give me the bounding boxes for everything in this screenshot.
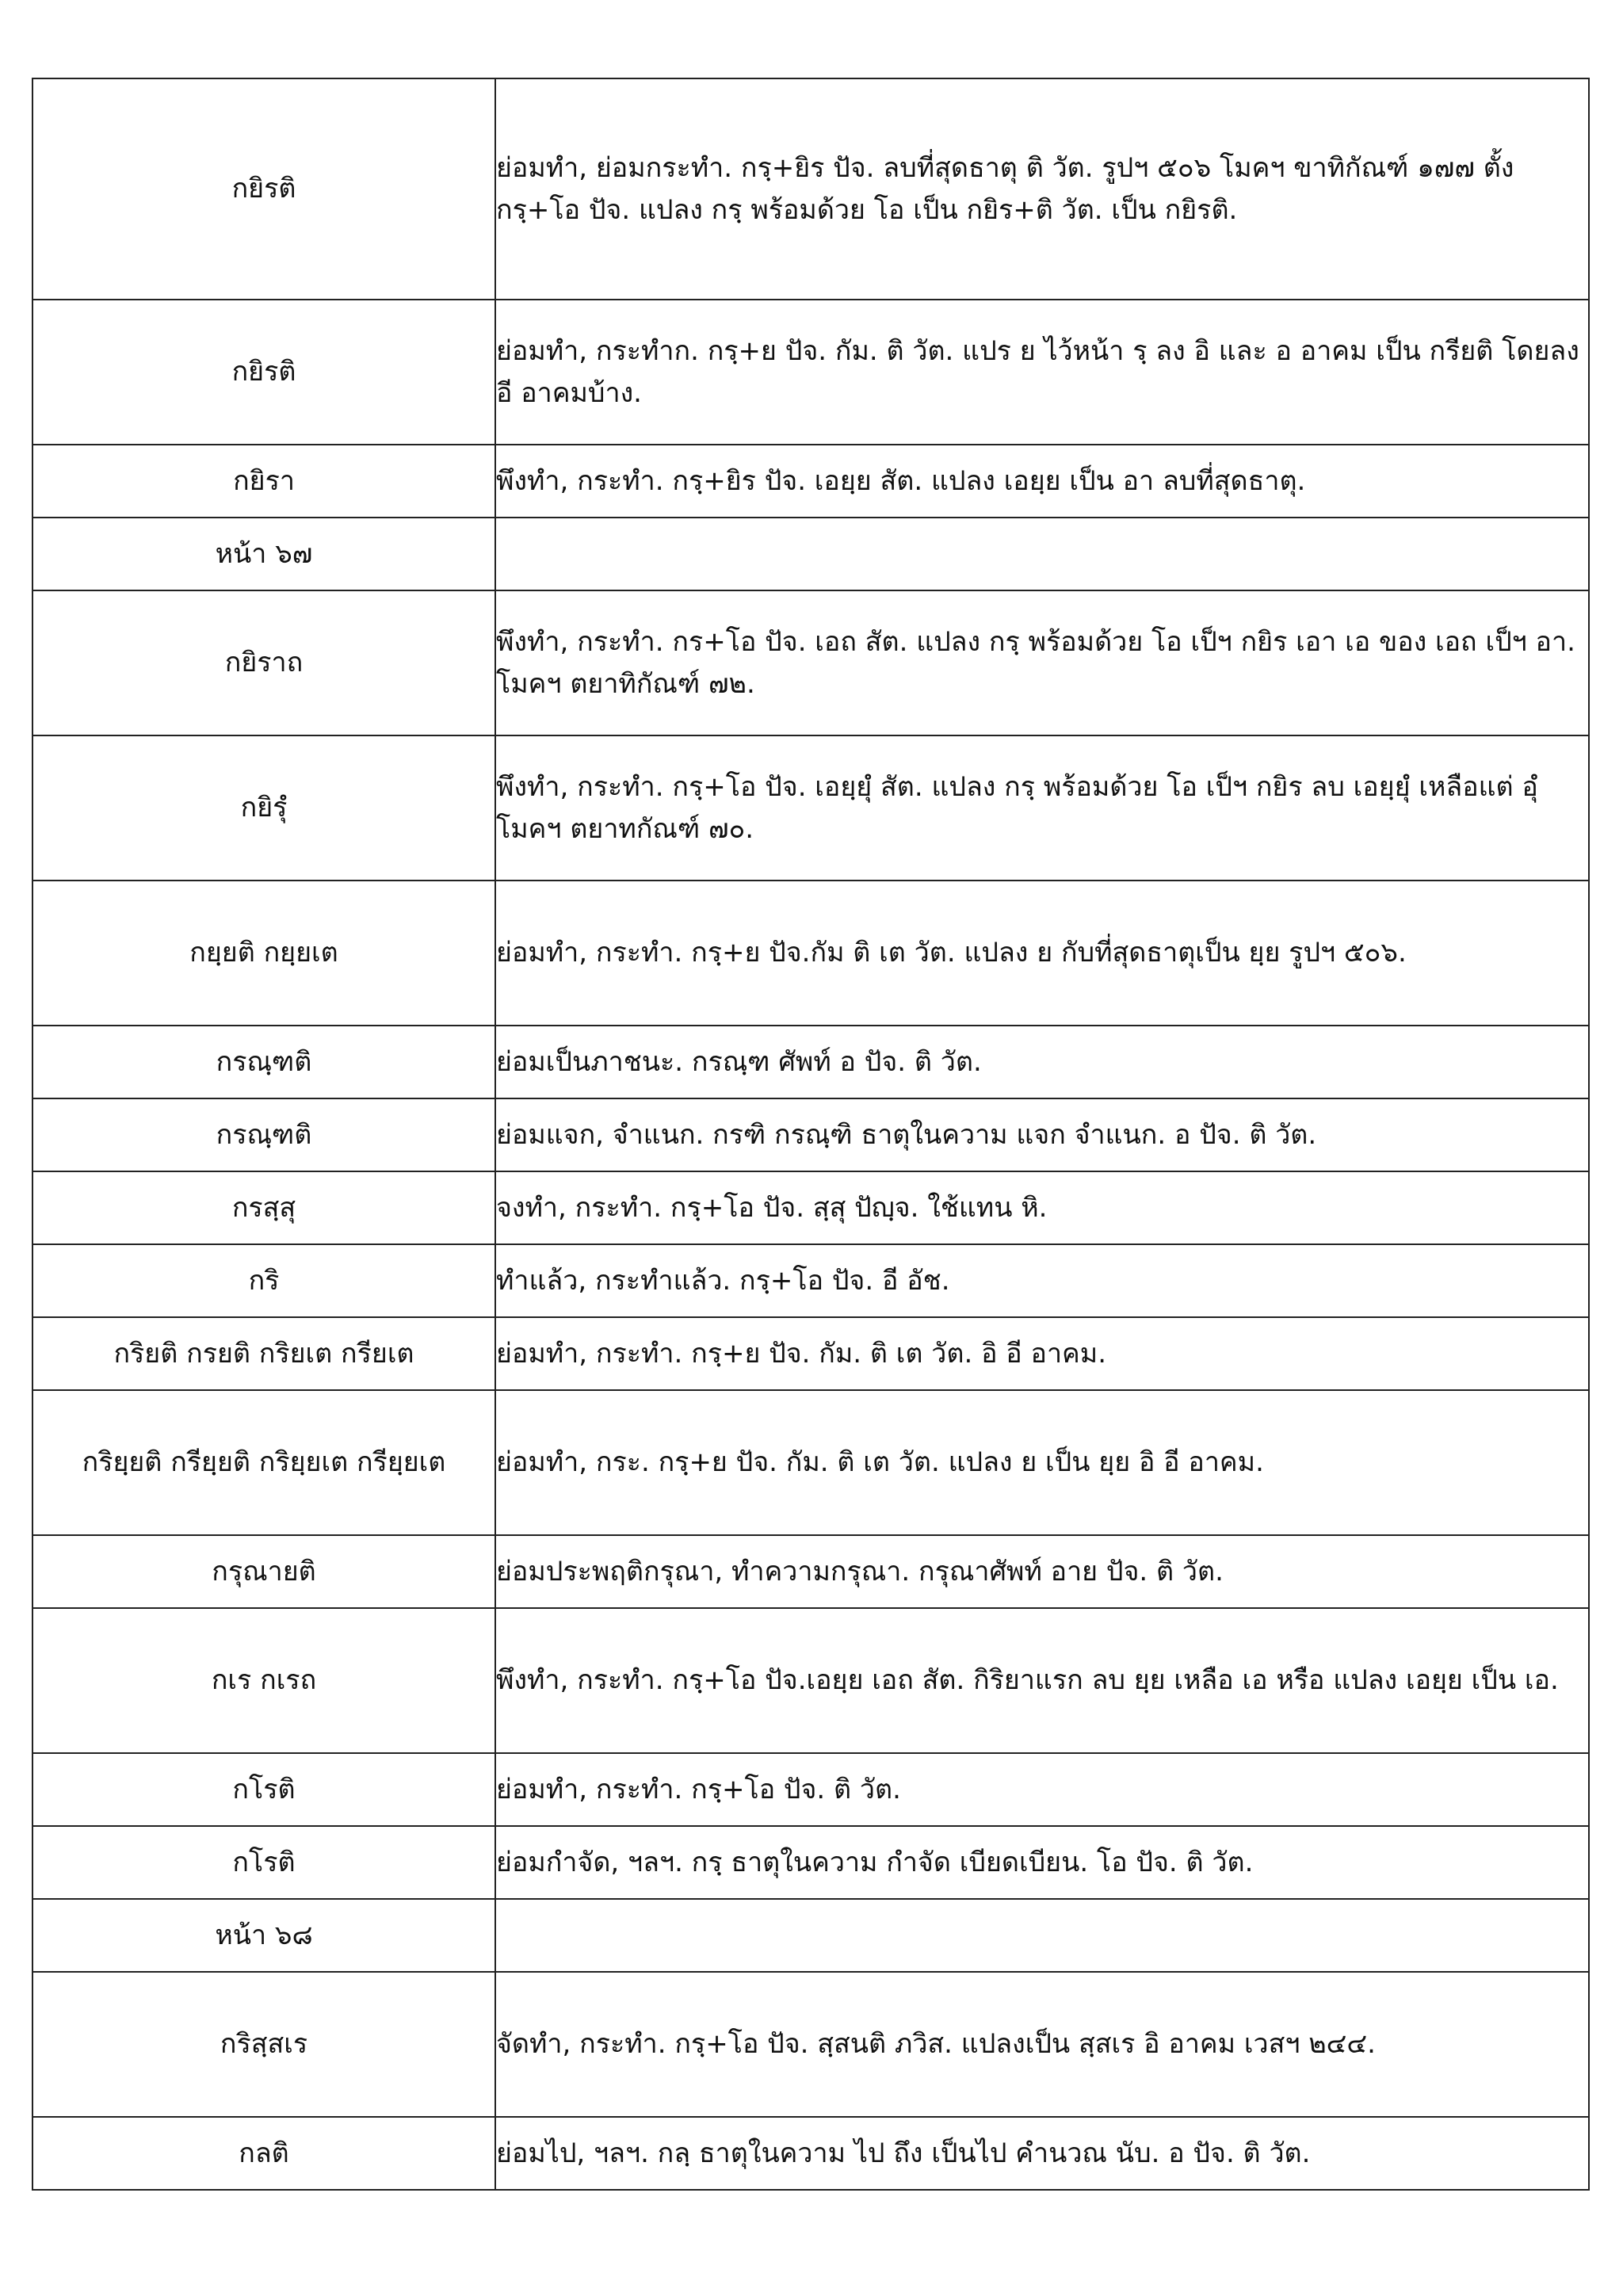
table-row [32,1972,1589,2117]
term-cell: กรุณายติ [32,1535,495,1608]
term-cell: กโรติ [32,1826,495,1899]
table-row [32,300,1589,445]
definition-cell: ย่อมกำจัด, ฯลฯ. กรฺ ธาตุในความ กำจัด เบียดเบียน. โอ ปัจ. ติ วัต. [495,1826,1589,1899]
table-row [32,1608,1589,1753]
page-marker-row [32,1899,1589,1972]
table-row [32,590,1589,735]
table-row [32,1026,1589,1098]
definition-cell: พึงทำ, กระทำ. กร+โอ ปัจ. เอถ สัต. แปลง กรฺ พร้อมด้วย โอ เป็ฯ กยิร เอา เอ ของ เอถ เป็ฯ อา. โมคฯ ตยาทิกัณฑ์ ๗๒. [495,590,1589,735]
term-cell: กยิราถ [32,590,495,735]
table-row [32,735,1589,881]
definition-cell: ทำแล้ว, กระทำแล้ว. กรฺ+โอ ปัจ. อี อัช. [495,1244,1589,1317]
table-row [32,1317,1589,1390]
definition-cell: ย่อมทำ, กระทำ. กรฺ+ย ปัจ.กัม ติ เต วัต. แปลง ย กับที่สุดธาตุเป็น ยฺย รูปฯ ๕๐๖. [495,881,1589,1026]
definition-cell: ย่อมประพฤติกรุณา, ทำความกรุณา. กรุณาศัพท์ อาย ปัจ. ติ วัต. [495,1535,1589,1608]
definition-cell [495,1899,1589,1972]
table-row [32,1098,1589,1171]
table-row [32,1753,1589,1826]
table-row [32,1171,1589,1244]
definition-cell: จงทำ, กระทำ. กรฺ+โอ ปัจ. สฺสุ ปัญฺจ. ใช้แทน หิ. [495,1171,1589,1244]
term-cell: กรณฺฑติ [32,1098,495,1171]
definition-cell: ย่อมทำ, กระ. กรฺ+ย ปัจ. กัม. ติ เต วัต. แปลง ย เป็น ยฺย อิ อี อาคม. [495,1390,1589,1535]
table-row [32,1244,1589,1317]
definition-cell: ย่อมไป, ฯลฯ. กลฺ ธาตุในความ ไป ถึง เป็นไป คำนวณ นับ. อ ปัจ. ติ วัต. [495,2117,1589,2190]
table-row [32,1826,1589,1899]
term-cell: กลติ [32,2117,495,2190]
term-cell: กริยติ กรยติ กริยเต กรียเต [32,1317,495,1390]
page-marker-row [32,518,1589,590]
definition-cell: ย่อมเป็นภาชนะ. กรณฺฑ ศัพท์ อ ปัจ. ติ วัต. [495,1026,1589,1098]
definition-cell: ย่อมแจก, จำแนก. กรฑิ กรณฺฑิ ธาตุในความ แจก จำแนก. อ ปัจ. ติ วัต. [495,1098,1589,1171]
term-cell: กริ [32,1244,495,1317]
definition-cell: พึงทำ, กระทำ. กรฺ+ยิร ปัจ. เอยฺย สัต. แปลง เอยฺย เป็น อา ลบที่สุดธาตุ. [495,445,1589,518]
definition-cell: ย่อมทำ, กระทำก. กรฺ+ย ปัจ. กัม. ติ วัต. แปร ย ไว้หน้า รฺ ลง อิ และ อ อาคม เป็น กรียติ โดยลง อี อาคมบ้าง. [495,300,1589,445]
lexicon-table [32,78,1590,2191]
term-cell: กเร กเรถ [32,1608,495,1753]
term-cell: กริยฺยติ กรียฺยติ กริยฺยเต กรียฺยเต [32,1390,495,1535]
table-row [32,1390,1589,1535]
term-cell: กยิรา [32,445,495,518]
term-cell: กยฺยติ กยฺยเต [32,881,495,1026]
table-row [32,881,1589,1026]
table-row [32,445,1589,518]
definition-cell: ย่อมทำ, กระทำ. กรฺ+โอ ปัจ. ติ วัต. [495,1753,1589,1826]
table-row [32,2117,1589,2190]
definition-cell: ย่อมทำ, กระทำ. กรฺ+ย ปัจ. กัม. ติ เต วัต. อิ อี อาคม. [495,1317,1589,1390]
definition-cell [495,518,1589,590]
definition-cell: จัดทำ, กระทำ. กรฺ+โอ ปัจ. สฺสนติ ภวิส. แปลงเป็น สฺสเร อิ อาคม เวสฯ ๒๔๔. [495,1972,1589,2117]
term-cell: กยิรติ [32,78,495,300]
term-cell: กรณฺฑติ [32,1026,495,1098]
term-cell: กโรติ [32,1753,495,1826]
term-cell: กยิรุํ [32,735,495,881]
table-row [32,1535,1589,1608]
page-marker: หน้า ๖๗ [32,518,495,590]
table-row [32,78,1589,300]
definition-cell: ย่อมทำ, ย่อมกระทำ. กรฺ+ยิร ปัจ. ลบที่สุดธาตุ ติ วัต. รูปฯ ๕๐๖ โมคฯ ขาทิกัณฑ์ ๑๗๗ ตั้ง กรฺ+โอ ปัจ. แปลง กรฺ พร้อมด้วย โอ เป็น กยิร+ติ วัต. เป็น กยิรติ. [495,78,1589,300]
term-cell: กยิรติ [32,300,495,445]
definition-cell: พึงทำ, กระทำ. กรฺ+โอ ปัจ. เอยฺยุํ สัต. แปลง กรฺ พร้อมด้วย โอ เป็ฯ กยิร ลบ เอยฺยุํ เหลือแต่ อุํ โมคฯ ตยาทกัณฑ์ ๗๐. [495,735,1589,881]
term-cell: กรสฺสุ [32,1171,495,1244]
page-marker: หน้า ๖๘ [32,1899,495,1972]
term-cell: กริสฺสเร [32,1972,495,2117]
definition-cell: พึงทำ, กระทำ. กรฺ+โอ ปัจ.เอยฺย เอถ สัต. กิริยาแรก ลบ ยฺย เหลือ เอ หรือ แปลง เอยฺย เป็น เอ. [495,1608,1589,1753]
